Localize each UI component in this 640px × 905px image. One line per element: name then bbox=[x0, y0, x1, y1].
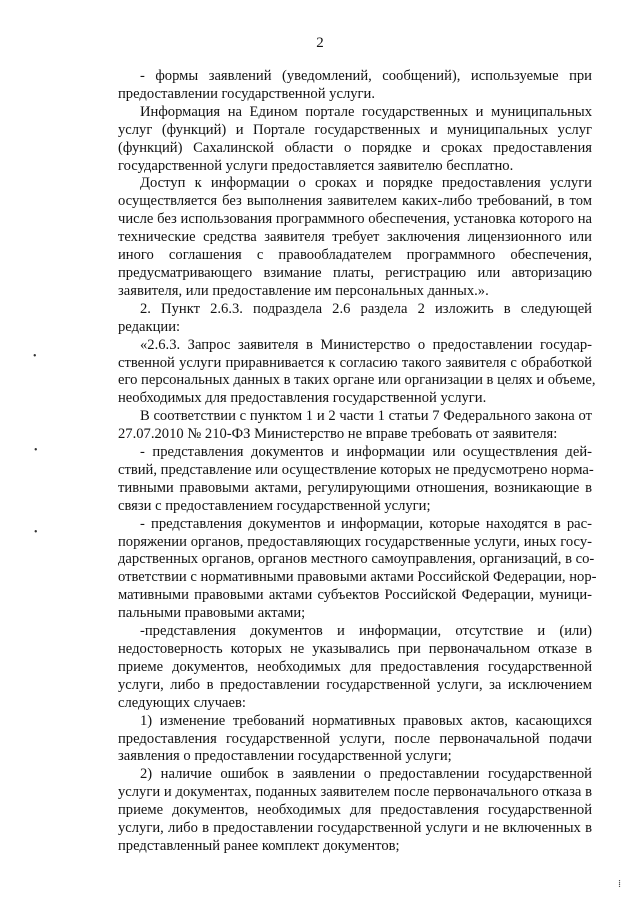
text-line: пальными правовыми актами; bbox=[118, 605, 306, 622]
text-line: услуги и документах, поданных заявителем после первоначального отказа в bbox=[118, 784, 592, 801]
text-line: заявителя, или предоставление им персональных данных.». bbox=[118, 282, 489, 299]
text-line: 2) наличие ошибок в заявлении о предоставлении государственной bbox=[140, 766, 592, 783]
text-line: его персональных данных в таких органе или организации в целях и объеме, bbox=[118, 372, 596, 389]
text-line: - формы заявлений (уведомлений, сообщений), используемые при bbox=[140, 68, 592, 84]
text-line: государственной услуги предоставляется заявителю бесплатно. bbox=[118, 157, 514, 174]
text-line: В соответствии с пунктом 1 и 2 части 1 статьи 7 Федерального закона от bbox=[140, 408, 592, 425]
scan-artifact: ⁞ bbox=[618, 878, 622, 890]
scan-speck: • bbox=[34, 527, 38, 538]
document-body bbox=[118, 68, 597, 856]
page-number: 2 bbox=[316, 35, 324, 51]
text-line: приеме документов, необходимых для предоставления государственной bbox=[118, 658, 592, 675]
text-line: заявления о предоставлении государственной услуги; bbox=[118, 748, 452, 765]
text-line: предусматривающего взимание платы, регистрацию или авторизацию bbox=[118, 264, 592, 281]
text-line: осуществляется без выполнения заявителем каких-либо требований, в том bbox=[118, 193, 592, 210]
text-line: ответствии с нормативными правовыми актами Российской Федерации, нор- bbox=[118, 569, 597, 586]
text-line: - представления документов и информации, которые находятся в рас- bbox=[140, 515, 592, 532]
text-line: ственной услуги приравнивается к согласию такого заявителя с обработкой bbox=[118, 354, 592, 371]
text-line: 2. Пункт 2.6.3. подраздела 2.6 раздела 2 изложить в следующей bbox=[140, 300, 592, 317]
text-line: связи с предоставлением государственной услуги; bbox=[118, 497, 431, 514]
text-line: 27.07.2010 № 210-ФЗ Министерство не вправе требовать от заявителя: bbox=[118, 426, 558, 443]
text-line: поряжении органов, предоставляющих государственные услуги, иных госу- bbox=[118, 533, 592, 550]
scan-speck: • bbox=[34, 445, 38, 456]
text-line: 1) изменение требований нормативных правовых актов, касающихся bbox=[140, 712, 592, 729]
text-line: дарственных органов, органов местного самоуправления, организаций, в со- bbox=[118, 551, 595, 568]
text-line: недостоверность которых не указывались при первоначальном отказе в bbox=[118, 641, 592, 657]
text-line: Информация на Едином портале государственных и муниципальных bbox=[140, 103, 592, 120]
text-line: услуги, либо в предоставлении государственной услуги, за исключением bbox=[118, 676, 592, 693]
text-line: предоставлении государственной услуги. bbox=[118, 85, 375, 102]
text-line: -представления документов и информации, отсутствие и (или) bbox=[140, 623, 592, 640]
text-line: редакции: bbox=[118, 318, 181, 335]
text-line: услуги, либо в предоставлении государственной услуги и не включенных в bbox=[118, 820, 592, 837]
text-line: Доступ к информации о сроках и порядке предоставления услуги bbox=[140, 175, 592, 192]
scan-speck: • bbox=[33, 351, 37, 362]
text-line: технические средства заявителя требует заключения лицензионного или bbox=[118, 229, 592, 246]
text-line: услуг (функций) и Портале государственных и муниципальных услуг bbox=[118, 121, 592, 138]
text-line: тивными правовыми актами, регулирующими отношения, возникающие в bbox=[118, 479, 592, 496]
text-line: приеме документов, необходимых для предоставления государственной bbox=[118, 802, 592, 819]
text-line: числе без использования программного обеспечения, установка которого на bbox=[118, 211, 592, 228]
text-line: следующих случаев: bbox=[118, 694, 246, 711]
text-line: иного соглашения с правообладателем программного обеспечения, bbox=[118, 247, 592, 264]
text-line: предоставления государственной услуги, после первоначальной подачи bbox=[118, 730, 592, 747]
text-line: мативными правовыми актами субъектов Российской Федерации, муници- bbox=[118, 587, 592, 604]
text-line: «2.6.3. Запрос заявителя в Министерство о предоставлении государ- bbox=[140, 336, 592, 353]
text-line: представленный ранее комплект документов; bbox=[118, 837, 400, 854]
text-line: необходимых для предоставления государственной услуги. bbox=[118, 390, 487, 407]
text-line: ствий, представление или осуществление которых не предусмотрено норма- bbox=[118, 461, 594, 478]
text-line: (функций) Сахалинской области о порядке и сроках предоставления bbox=[118, 139, 592, 156]
text-line: - представления документов и информации или осуществления дей- bbox=[140, 444, 592, 461]
